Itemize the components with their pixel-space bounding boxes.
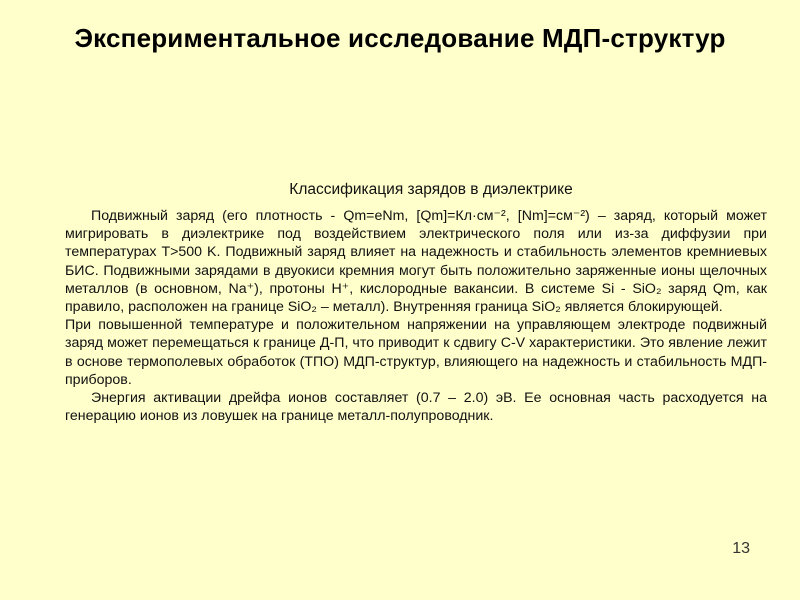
section-heading: Классификация зарядов в диэлектрике [289, 181, 573, 198]
paragraph-temperature-effect: При повышенной температуре и положительном напряжении на управляющем электроде подвижный заряд может перемещаться к границе Д-П, что приводит к сдвигу C-V характеристики. Это явление лежит в основе термополевых обработок (ТПО) МДП-структур, влияющего на надежность и стабильность МДП-приборов. [65, 317, 767, 388]
slide-title: Экспериментальное исследование МДП-структур [74, 23, 726, 53]
paragraph-activation-energy: Энергия активации дрейфа ионов составляет (0.7 – 2.0) эВ. Ее основная часть расходуется на генерацию ионов из ловушек на границе металл-полупроводник. [65, 390, 767, 425]
paragraph-mobile-charge: Подвижный заряд (его плотность - Qm=eNm, [Qm]=Кл·см⁻², [Nm]=см⁻²) – заряд, который может мигрировать в диэлектрике под воздействием электрического поля или из-за диффузии при температурах T>500 K. Подвижный заряд влияет на надежность и стабильность элементов кремниевых БИС. Подвижными зарядами в двуокиси кремния могут быть положительно заряженные ионы щелочных металлов (в основном, Na⁺), протоны H⁺, кислородные вакансии. В системе Si - SiO₂ заряд Qm, как правило, расположен на границе SiO₂ – металл). Внутренняя граница SiO₂ является блокирующей. [65, 208, 767, 316]
slide-number: 13 [732, 540, 750, 557]
slide-content [65, 180, 767, 425]
